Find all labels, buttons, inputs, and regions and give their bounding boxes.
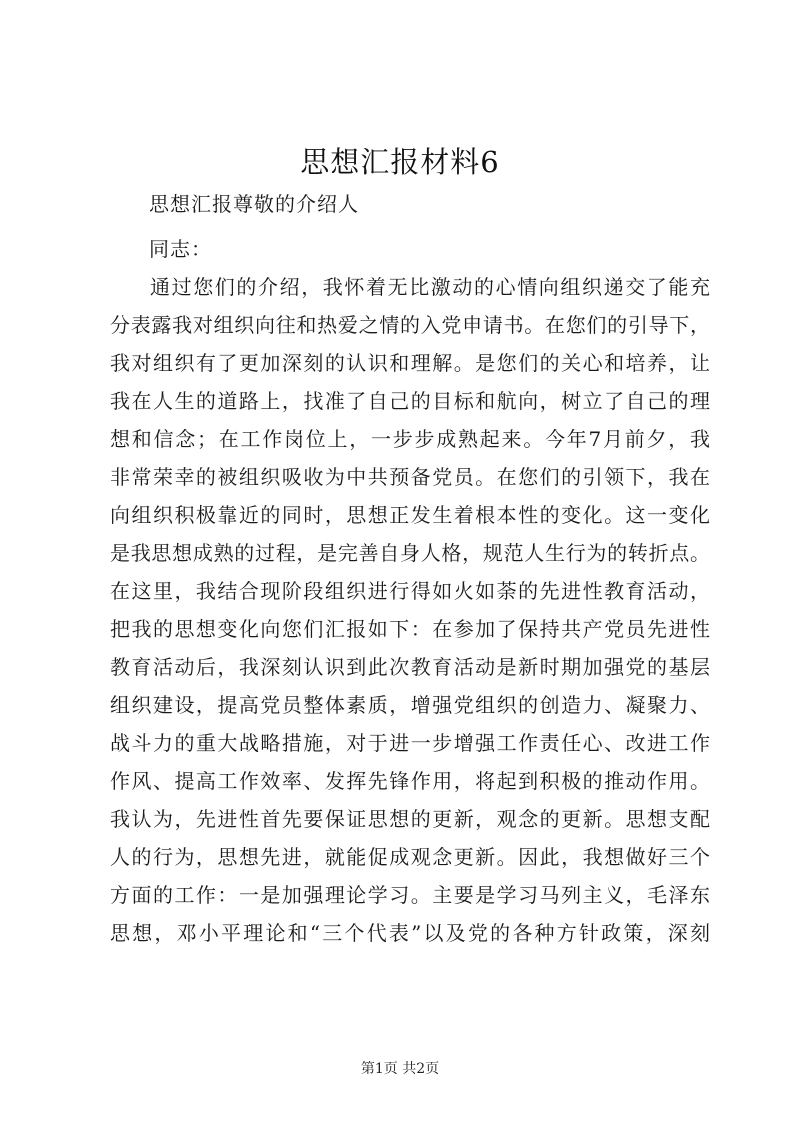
body-line: 想和信念；在工作岗位上，一步步成熟起来。今年7月前夕，我 bbox=[110, 427, 710, 451]
body-line: 组织建设，提高党员整体素质，增强党组织的创造力、凝聚力、 bbox=[110, 693, 710, 717]
body-line: 是我思想成熟的过程，是完善自身人格，规范人生行为的转折点。 bbox=[110, 541, 710, 565]
body-line: 人的行为，思想先进，就能促成观念更新。因此，我想做好三个 bbox=[110, 845, 710, 869]
body-line: 思想，邓小平理论和“三个代表”以及党的各种方针政策，深刻 bbox=[110, 921, 710, 945]
body-line: 把我的思想变化向您们汇报如下：在参加了保持共产党员先进性 bbox=[110, 617, 710, 641]
body-line: 在这里，我结合现阶段组织进行得如火如荼的先进性教育活动， bbox=[110, 579, 710, 603]
salutation: 思想汇报尊敬的介绍人 bbox=[149, 192, 359, 216]
body-line: 方面的工作：一是加强理论学习。主要是学习马列主义，毛泽东 bbox=[110, 883, 710, 907]
body-line: 分表露我对组织向往和热爱之情的入党申请书。在您们的引导下， bbox=[110, 313, 710, 337]
body-text bbox=[110, 268, 710, 952]
body-line: 战斗力的重大战略措施，对于进一步增强工作责任心、改进工作 bbox=[110, 731, 710, 755]
addressee: 同志： bbox=[149, 237, 212, 261]
body-line: 我在人生的道路上，找准了自己的目标和航向，树立了自己的理 bbox=[110, 389, 710, 413]
body-line: 通过您们的介绍，我怀着无比激动的心情向组织递交了能充 bbox=[150, 275, 710, 299]
page-footer: 第1页 共2页 bbox=[360, 1061, 440, 1077]
body-line: 非常荣幸的被组织吸收为中共预备党员。在您们的引领下，我在 bbox=[110, 465, 710, 489]
body-line: 向组织积极靠近的同时，思想正发生着根本性的变化。这一变化 bbox=[110, 503, 710, 527]
body-line: 作风、提高工作效率、发挥先锋作用，将起到积极的推动作用。 bbox=[110, 769, 710, 793]
body-line: 我认为，先进性首先要保证思想的更新，观念的更新。思想支配 bbox=[110, 807, 710, 831]
document-title: 思想汇报材料6 bbox=[300, 145, 500, 179]
body-line: 我对组织有了更加深刻的认识和理解。是您们的关心和培养，让 bbox=[110, 351, 710, 375]
body-line: 教育活动后，我深刻认识到此次教育活动是新时期加强党的基层 bbox=[110, 655, 710, 679]
